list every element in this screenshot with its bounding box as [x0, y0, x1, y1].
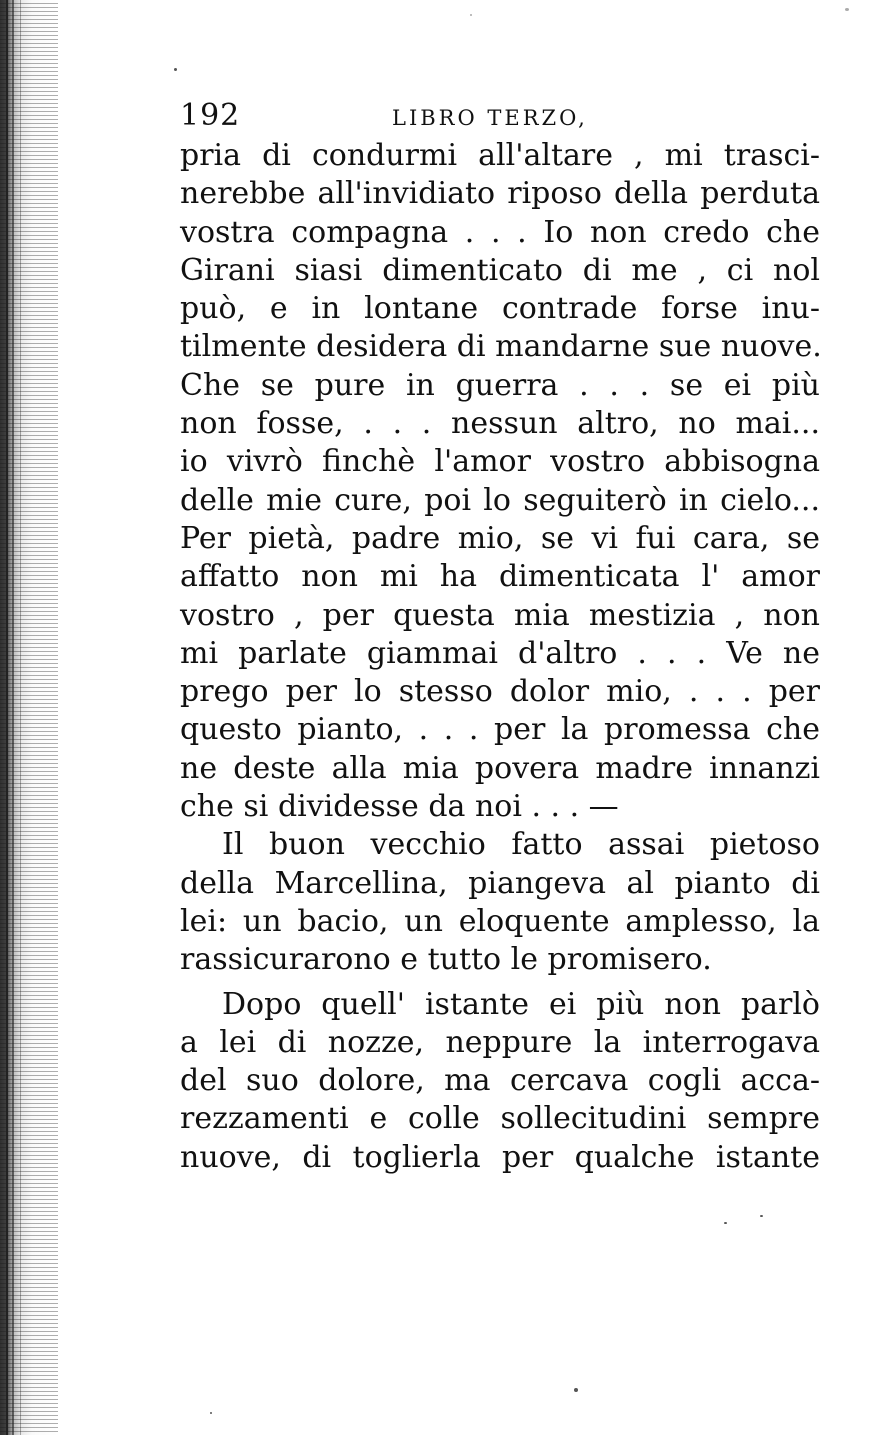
text-line: a lei di nozze, neppure la interrogava [180, 1024, 820, 1060]
scan-speck [574, 1388, 578, 1392]
scan-speck [470, 14, 472, 16]
scan-speck [724, 1222, 727, 1224]
text-line: del suo dolore, ma cercava cogli acca- [180, 1063, 820, 1099]
text-line: Per pietà, padre mio, se vi fui cara, se [180, 520, 820, 556]
text-line: può, e in lontane contrade forse inu- [180, 291, 820, 327]
gutter-line [6, 0, 8, 1435]
text-line: nuove, di toglierla per qualche istante [180, 1139, 820, 1175]
text-line: questo pianto, . . . per la promessa che [180, 712, 820, 748]
binding-gutter [0, 0, 58, 1435]
text-line: rassicurarono e tutto le promisero. [180, 942, 712, 978]
gutter-line [20, 0, 21, 1435]
text-line: che si dividesse da noi . . . — [180, 789, 619, 825]
text-line: non fosse, . . . nessun altro, no mai... [180, 406, 820, 442]
text-line: vostra compagna . . . Io non credo che [180, 214, 820, 250]
text-line: prego per lo stesso dolor mio, . . . per [180, 674, 820, 710]
text-line: affatto non mi ha dimenticata l' amor [180, 559, 820, 595]
text-line: mi parlate giammai d'altro . . . Ve ne [180, 635, 820, 671]
text-line: Girani siasi dimenticato di me , ci nol [180, 252, 820, 288]
page-number: 192 [180, 98, 241, 133]
text-line: tilmente desidera di mandarne sue nuove. [180, 329, 822, 365]
text-line: delle mie cure, poi lo seguiterò in cielo... [180, 482, 820, 518]
body-text [180, 137, 820, 1177]
text-line: rezzamenti e colle sollecitudini sempre [180, 1101, 820, 1137]
gutter-line [12, 0, 14, 1435]
running-head: LIBRO TERZO, [392, 106, 588, 130]
scan-speck [845, 8, 849, 11]
text-line: lei: un bacio, un eloquente amplesso, la [180, 903, 820, 939]
text-line: Che se pure in guerra . . . se ei più [180, 367, 820, 403]
text-line: Il buon vecchio fatto assai pietoso [222, 827, 820, 863]
page-header [180, 98, 820, 138]
scan-speck [760, 1215, 763, 1217]
scan-speck [174, 68, 177, 71]
text-line: ne deste alla mia povera madre innanzi [180, 750, 820, 786]
text-line: pria di condurmi all'altare , mi trasci- [180, 138, 820, 173]
text-line: della Marcellina, piangeva al pianto di [180, 865, 820, 901]
text-line: nerebbe all'invidiato riposo della perduta [180, 176, 820, 212]
text-line: io vivrò finchè l'amor vostro abbisogna [180, 444, 820, 480]
text-line: Dopo quell' istante ei più non parlò [222, 986, 820, 1022]
scan-speck [210, 1412, 212, 1414]
text-line: vostro , per questa mia mestizia , non [180, 597, 820, 633]
